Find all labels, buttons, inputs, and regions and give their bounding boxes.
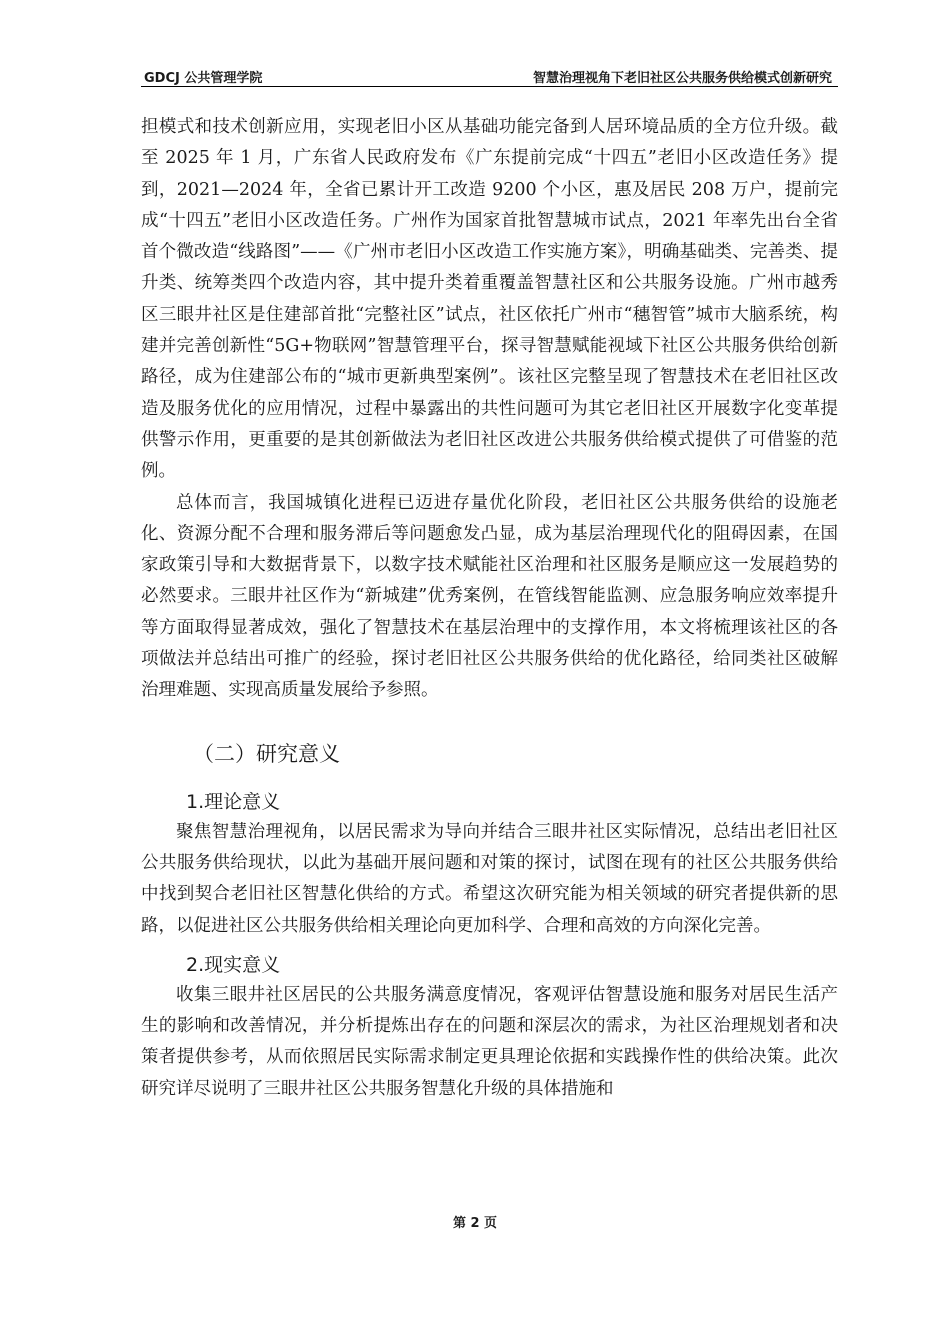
- page-number: 第 2 页: [452, 1216, 498, 1231]
- subheading-practical: 2.现实意义: [186, 953, 281, 976]
- subheading-theoretical: 1.理论意义: [186, 790, 281, 813]
- header-institution: GDCJ 公共管理学院: [144, 71, 263, 86]
- paragraph-summary: 总体而言，我国城镇化进程已迈进存量优化阶段，老旧社区公共服务供给的设施老化、资源分配不合理和服务滞后等问题愈发凸显，成为基层治理现代化的阻碍因素，在国家政策引导和大数据背景下，以数字技术赋能社区治理和社区服务是顺应这一发展趋势的必然要求。三眼井社区作为“新城建”优秀案例，在管线智能监测、应急服务响应效率提升等方面取得显著成效，强化了智慧技术在基层治理中的支撑作用，本文将梳理该社区的各项做法并总结出可推广的经验，探讨老旧社区公共服务供给的优化路径，给同类社区破解治理难题、实现高质量发展给予参照。: [141, 492, 838, 701]
- paragraph-theoretical: 聚焦智慧治理视角，以居民需求为导向并结合三眼井社区实际情况，总结出老旧社区公共服务供给现状，以此为基础开展问题和对策的探讨，试图在现有的社区公共服务供给中找到契合老旧社区智慧化供给的方式。希望这次研究能为相关领域的研究者提供新的思路，以促进社区公共服务供给相关理论向更加科学、合理和高效的方向深化完善。: [141, 821, 838, 936]
- header-paper-title: 智慧治理视角下老旧社区公共服务供给模式创新研究: [532, 71, 832, 86]
- paragraph-practical: 收集三眼井社区居民的公共服务满意度情况，客观评估智慧设施和服务对居民生活产生的影响和改善情况，并分析提炼出存在的问题和深层次的需求，为社区治理规划者和决策者提供参考，从而依照居民实际需求制定更具理论依据和实践操作性的供给决策。此次研究详尽说明了三眼井社区公共服务智慧化升级的具体措施和: [141, 984, 838, 1099]
- section-heading-significance: （二）研究意义: [193, 741, 340, 766]
- page-body: [141, 112, 838, 1105]
- paragraph-continued: 担模式和技术创新应用，实现老旧小区从基础功能完备到人居环境品质的全方位升级。截至 2025 年 1 月，广东省人民政府发布《广东提前完成“十四五”老旧小区改造任务》提到，2021—2024 年，全省已累计开工改造 9200 个小区，惠及居民 208 万户，提前完成“十四五”老旧小区改造任务。广州作为国家首批智慧城市试点，2021 年率先出台全省首个微改造“线路图”——《广州市老旧小区改造工作实施方案》，明确基础类、完善类、提升类、统筹类四个改造内容，其中提升类着重覆盖智慧社区和公共服务设施。广州市越秀区三眼井社区是住建部首批“完整社区”试点，社区依托广州市“穗智管”城市大脑系统，构建并完善创新性“5G+物联网”智慧管理平台，探寻智慧赋能视域下社区公共服务供给创新路径，成为住建部公布的“城市更新典型案例”。该社区完整呈现了智慧技术在老旧社区改造及服务优化的应用情况，过程中暴露出的共性问题可为其它老旧社区开展数字化变革提供警示作用，更重要的是其创新做法为老旧社区改进公共服务供给模式提供了可借鉴的范例。: [141, 117, 838, 482]
- page-header: [141, 64, 838, 87]
